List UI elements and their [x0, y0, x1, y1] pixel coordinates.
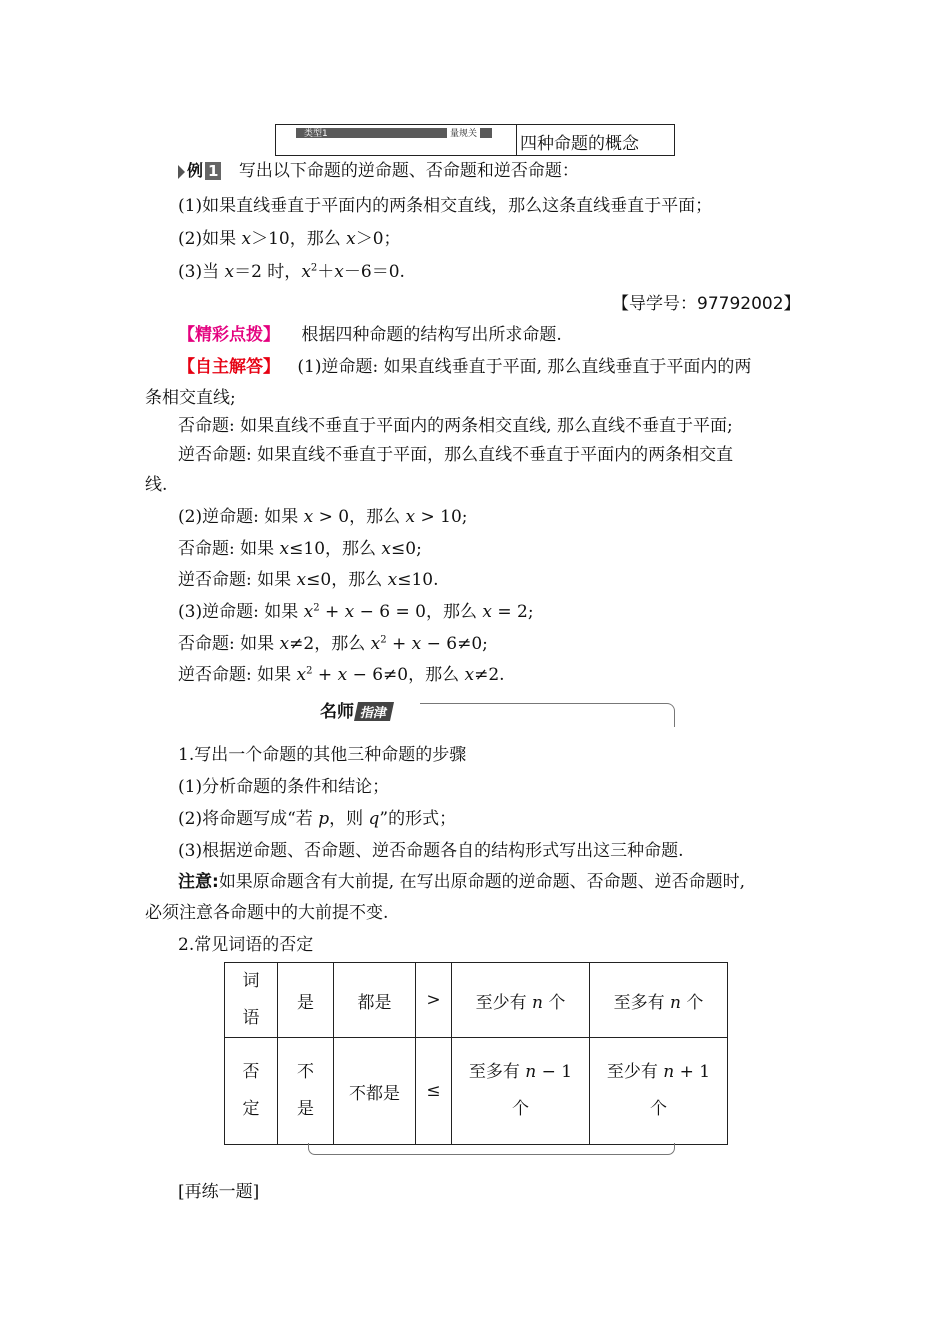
teacher-box-bottom	[308, 1143, 675, 1155]
table-row	[225, 963, 728, 1038]
note-label: 注意:	[178, 872, 219, 892]
teacher-guide-label: 名师 指津	[320, 697, 392, 722]
table-cell: 否 定	[225, 1038, 278, 1145]
section-title: 四种命题的概念	[520, 134, 639, 154]
triangle-icon	[178, 165, 185, 179]
banner-divider	[516, 125, 517, 155]
hint-text: 根据四种命题的结构写出所求命题.	[301, 325, 562, 345]
teacher-p4: (3)根据逆命题、否命题、逆否命题各自的结构形式写出这三种命题.	[178, 841, 684, 861]
table-cell: 都是	[334, 963, 416, 1038]
example-badge	[178, 158, 221, 181]
example-badge-number: 1	[205, 162, 221, 180]
solution-s1-line2: 条相交直线;	[145, 388, 236, 408]
example-line	[178, 156, 579, 181]
hint-line	[178, 320, 562, 345]
table-cell: 至多有 n − 1 个	[452, 1038, 590, 1145]
solution-s1-line1: (1)逆命题: 如果直线垂直于平面, 那么直线垂直于平面内的两	[297, 357, 752, 377]
banner-sub-tag: 量规关	[447, 126, 480, 139]
table-cell: 是	[278, 963, 334, 1038]
table-cell: 至多有 n 个	[590, 963, 728, 1038]
solution-s1-contra-line1: 逆否命题: 如果直线不垂直于平面，那么直线不垂直于平面内的两条相交直	[178, 445, 734, 465]
example-item-3: (3)当 x＝2 时，$x^2+x-6=0$.	[178, 262, 405, 282]
solution-s3-contrapositive: 逆否命题: 如果 $x^2 + x - 6\ne 0$，那么 x≠2.	[178, 665, 505, 685]
negation-table	[224, 962, 728, 1145]
banner-type-tag: 类型1	[304, 129, 328, 139]
table-cell: 不 是	[278, 1038, 334, 1145]
table-row	[225, 1038, 728, 1145]
example-prompt: 写出以下命题的逆命题、否命题和逆否命题：	[238, 161, 579, 181]
solution-s1-contra-line2: 线.	[145, 475, 168, 495]
example-item-1: (1)如果直线垂直于平面内的两条相交直线，那么这条直线垂直于平面；	[178, 196, 713, 216]
solution-s2-contrapositive: 逆否命题: 如果 x≤0，那么 x≤10.	[178, 570, 439, 590]
teacher-p1: 1.写出一个命题的其他三种命题的步骤	[178, 745, 467, 765]
teacher-p3: (2)将命题写成“若 p，则 q”的形式；	[178, 809, 457, 829]
teacher-note-line1: 注意:如果原命题含有大前提, 在写出原命题的逆命题、否命题、逆否命题时,	[178, 872, 746, 892]
teacher-box-top	[420, 703, 675, 727]
table-cell: 不都是	[334, 1038, 416, 1145]
section-banner	[275, 124, 675, 156]
solution-s3-converse: (3)逆命题: 如果 $x^2 + x - 6 = 0$，那么 x = 2;	[178, 602, 534, 622]
guide-number: 【导学号：97792002】	[612, 294, 801, 314]
solution-label: 【自主解答】	[178, 357, 280, 377]
solution-s2-converse: (2)逆命题: 如果 x > 0，那么 x > 10;	[178, 507, 468, 527]
table-cell: 至少有 n + 1 个	[590, 1038, 728, 1145]
solution-s1-negation: 否命题: 如果直线不垂直于平面内的两条相交直线, 那么直线不垂直于平面;	[178, 416, 733, 436]
table-cell: 至少有 n 个	[452, 963, 590, 1038]
example-badge-word: 例	[187, 161, 204, 180]
table-cell: ≤	[416, 1038, 452, 1145]
table-cell: >	[416, 963, 452, 1038]
hint-label: 【精彩点拨】	[178, 325, 280, 345]
solution-s3-negation: 否命题: 如果 x≠2，那么 $x^2 + x - 6\ne 0$;	[178, 634, 488, 654]
solution-s2-negation: 否命题: 如果 x≤10，那么 x≤0;	[178, 539, 422, 559]
teacher-p2: (1)分析命题的条件和结论；	[178, 777, 390, 797]
teacher-p5: 2.常见词语的否定	[178, 935, 314, 955]
practice-heading: [再练一题]	[178, 1182, 260, 1202]
table-cell: 词 语	[225, 963, 278, 1038]
teacher-note-line2: 必须注意各命题中的大前提不变.	[145, 903, 389, 923]
solution-line-1	[178, 352, 751, 377]
example-item-2: (2)如果 x＞10，那么 x＞0；	[178, 229, 401, 249]
